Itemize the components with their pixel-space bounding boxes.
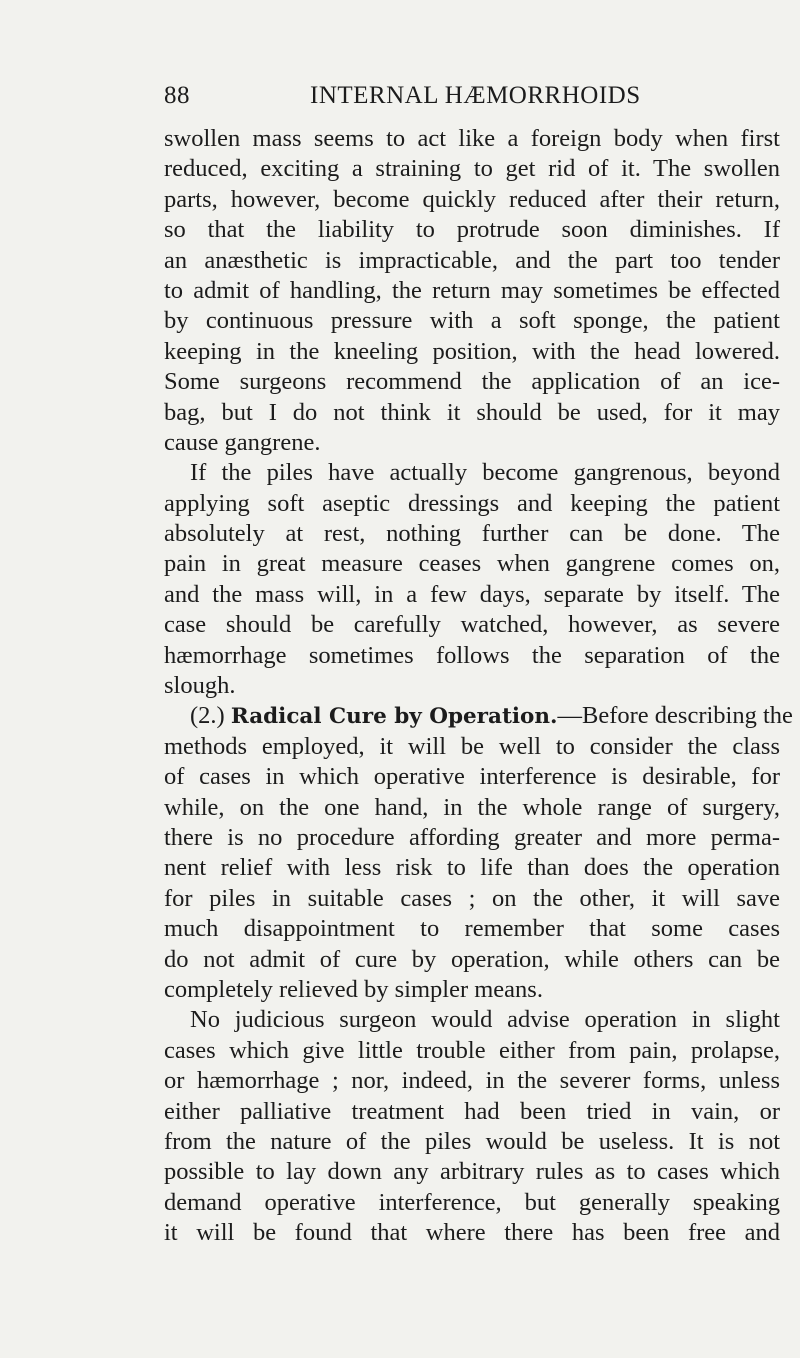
- text-line: of cases in which operative interference is desirable, for: [164, 763, 780, 791]
- text-line: reduced, exciting a straining to get rid of it. The swollen: [164, 155, 780, 183]
- heading-line-rest: —Before describing the: [557, 702, 793, 730]
- text-line: bag, but I do not think it should be used, for it may: [164, 398, 780, 426]
- text-line: much disappointment to remember that some cases: [164, 915, 780, 943]
- text-line: demand operative interference, but generally speaking: [164, 1188, 780, 1216]
- text-line: case should be carefully watched, however, as severe: [164, 611, 780, 639]
- text-line: swollen mass seems to act like a foreign body when first: [164, 125, 780, 152]
- text-line: slough.: [164, 672, 236, 700]
- text-line: hæmorrhage sometimes follows the separation of the: [164, 641, 780, 669]
- text-line: Some surgeons recommend the application of an ice-: [164, 368, 780, 396]
- text-line: to admit of handling, the return may sometimes be effected: [164, 276, 780, 304]
- text-line: while, on the one hand, in the whole range of surgery,: [164, 793, 780, 821]
- section-number: (2.): [190, 702, 225, 730]
- text-line: applying soft aseptic dressings and keeping the patient: [164, 489, 780, 517]
- text-line: there is no procedure affording greater and more perma-: [164, 823, 780, 851]
- text-line: absolutely at rest, nothing further can be done. The: [164, 520, 780, 548]
- text-line: keeping in the kneeling position, with the head lowered.: [164, 337, 780, 365]
- page-number: 88: [164, 82, 190, 109]
- text-line: possible to lay down any arbitrary rules as to cases which: [164, 1158, 780, 1186]
- text-line: completely relieved by simpler means.: [164, 975, 543, 1003]
- paragraph-reduction: [164, 124, 780, 458]
- text-line: If the piles have actually become gangrenous, beyond: [190, 459, 780, 487]
- text-line: from the nature of the piles would be useless. It is not: [164, 1127, 780, 1155]
- section-heading: Radical Cure by Operation.: [230, 704, 558, 730]
- paragraph-radical-cure: [164, 701, 793, 1005]
- text-line: parts, however, become quickly reduced after their return,: [164, 185, 780, 213]
- text-line: either palliative treatment had been tried in vain, or: [164, 1097, 780, 1125]
- text-line: and the mass will, in a few days, separate by itself. The: [164, 580, 780, 608]
- text-line: cases which give little trouble either from pain, prolapse,: [164, 1036, 780, 1064]
- text-line: methods employed, it will be well to consider the class: [164, 732, 780, 760]
- text-line: or hæmorrhage ; nor, indeed, in the severer forms, unless: [164, 1067, 780, 1095]
- text-line: so that the liability to protrude soon diminishes. If: [164, 216, 780, 244]
- paragraph-gangrene: [164, 458, 780, 701]
- text-line: it will be found that where there has been free and: [164, 1219, 780, 1247]
- text-line: cause gangrene.: [164, 428, 321, 456]
- running-head: [164, 82, 780, 122]
- text-line: by continuous pressure with a soft sponge, the patient: [164, 307, 780, 335]
- text-line: do not admit of cure by operation, while others can be: [164, 945, 780, 973]
- section-heading-line: [164, 701, 793, 731]
- paragraph-judicious-surgeon: [164, 1005, 780, 1248]
- text-line: pain in great measure ceases when gangrene comes on,: [164, 550, 780, 578]
- chapter-title: INTERNAL HÆMORRHOIDS: [310, 82, 641, 109]
- text-line: No judicious surgeon would advise operation in slight: [190, 1006, 780, 1034]
- text-line: nent relief with less risk to life than does the operation: [164, 854, 780, 882]
- text-line: an anæsthetic is impracticable, and the part too tender: [164, 246, 780, 274]
- text-line: for piles in suitable cases ; on the other, it will save: [164, 884, 780, 912]
- body-text: [164, 124, 793, 1248]
